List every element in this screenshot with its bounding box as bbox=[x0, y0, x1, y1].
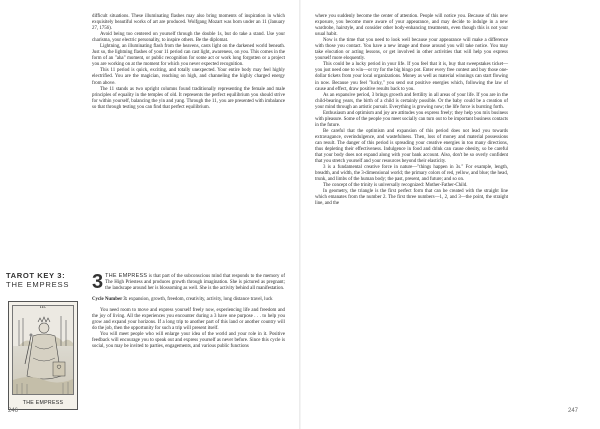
paragraph: This 11 period is quick, exciting, and totally unexpected. Your entire body may feel highly electrified. You are the magician, reaching on high, and channeling the highly charged energy from above. bbox=[92, 68, 285, 86]
paragraph: Enthusiasm and optimism and joy are attitudes you express freely; they help you mix business with pleasure. Some of the people you meet socially can turn out to be important business contacts in the future. bbox=[315, 110, 508, 128]
dropcap: 3 bbox=[92, 271, 104, 293]
paragraph: Be careful that the optimism and expansion of this period does not lead you towards extravagance, overindulgence, and wastefulness. Then, loss of money and material possessions can result. The danger of this period is spreading your creative energies in too many directions, thus depleting their effectiveness. Indulgence in food and drink can cause obesity, so be careful that your body does not expand along with your bank account. Also, don't be so overly confident that you stretch yourself and your resources beyond their elasticity. bbox=[315, 128, 508, 165]
cycle-line bbox=[92, 297, 285, 303]
card-title: THE EMPRESS bbox=[22, 400, 64, 406]
paragraph: The concept of the trinity is universally recognized: Mother-Father-Child. bbox=[323, 183, 468, 189]
paragraph: You will meet people who will enlarge your idea of the world and your role in it. Positive feedback will encourage you to speak out and express yourself as never before. Since this cycle is social, you may be invited to parties, engagements, and various public functions bbox=[92, 332, 285, 350]
paragraph: Now is the time that you need to look well because your appearance will make a difference with those you contact. You have a new image and those around you will take notice. You may take elocution or acting lessons, or get involved in other activities that will help you express yourself more eloquently. bbox=[315, 38, 508, 62]
right-page-text bbox=[315, 14, 508, 208]
paragraph: where you suddenly become the center of attention. People will notice you. Because of this new exposure, you become more aware of your appearance, and may decide to indulge in a new wardrobe, hairstyle, and consider other body-enhancing treatments, even though this is not your usual habit. bbox=[315, 14, 508, 38]
page-number-right: 247 bbox=[568, 408, 579, 414]
gutter bbox=[299, 0, 301, 429]
cycle-text: expansion, growth, freedom, creativity, activity, long distance travel, luck bbox=[127, 297, 273, 303]
card-numeral: III. bbox=[39, 305, 47, 310]
left-page-empress-text bbox=[92, 273, 285, 351]
tarot-key-label: TAROT KEY 3: bbox=[6, 271, 66, 280]
intro-text: is that part of the subconscious mind that responds to the memory of The High Priestess and produces growth through imagination. She is pictured as pregnant; the landscape around her is blossoming as well. She is the activity behind all manifestation. bbox=[105, 274, 285, 292]
paragraph: This could be a lucky period in your life. If you feel that it is, buy that sweepstakes ticket—you just need one to win—or try for the big bingo pot. Enter every free contest and buy those one-dollar tickets from your local organizations. Money as well as material winnings can start flowing in now. Because you feel "lucky," you send out positive energies which, following the law of cause and effect, draw positive results back to you. bbox=[315, 62, 508, 92]
lead-in: THE EMPRESS bbox=[105, 273, 148, 279]
cycle-label: Cycle Number 3: bbox=[92, 297, 128, 303]
tarot-card-illustration bbox=[8, 301, 78, 410]
paragraph: difficult situations. These illuminating flashes may also bring moments of inspiration in which exquisitely beautiful works of art are produced. Wolfgang Mozart was born under an 11 (January 27, 1756). bbox=[92, 14, 285, 32]
paragraph: As an expansive period, 3 brings growth and fertility in all areas of your life. If you are in the child-bearing years, the birth of a child is certainly possible. Or the baby could be a creation of your mind through an artistic pursuit. Everything is growing now; the life force is bursting forth. bbox=[315, 92, 508, 110]
paragraph: 3 is a fundamental creative force in nature—"things happen in 3s." For example, length, breadth, and width, the 3-dimensional world; the primary colors of red, yellow, and blue; the head, trunk, and limbs of the human body; the past, present, and future; and so on. bbox=[315, 165, 508, 183]
page-number-left: 246 bbox=[8, 408, 19, 414]
paragraph: The 11 stands as two upright columns found traditionally representing the female and male principles of equality in the temples of old. It represents the perfect equilibrium you should strive for within yourself, balancing the yin and yang. Through the 11, you are presented with imbalance so that through testing you can find that perfect equilibrium. bbox=[92, 86, 285, 110]
tarot-key-heading bbox=[6, 271, 84, 289]
tarot-key-name: THE EMPRESS bbox=[6, 280, 70, 289]
left-page-top-text bbox=[92, 14, 285, 111]
empress-intro bbox=[92, 273, 285, 292]
card-artwork bbox=[12, 305, 74, 395]
empress-figure-icon bbox=[13, 306, 74, 395]
paragraph: Avoid being too centered on yourself through the double 1s, but do take a stand. Use your charisma, your electric personality, to inspire others. Be the diplomat. bbox=[92, 32, 285, 44]
paragraph: In geometry, the triangle is the first perfect form that can be created with the straight line which emanates from the number 2. The first three numbers—1, 2, and 3—the point, the straight line, and the bbox=[315, 189, 508, 207]
paragraph: Lightning, an illuminating flash from the heavens, casts light on the darkened world beneath. Just so, the lightning flashes of your 11 period can cast light, awareness, on you. This comes in the form of an "aha" moment, or public recognition for some act or work long forgotten or a project you are working on at the moment for which you never expected recognition. bbox=[92, 44, 285, 68]
paragraph: You need room to move and express yourself freely now, experiencing life and freedom and the joy of living. All the experiences you encounter during a 3 have one purpose . . . to help you grow and expand your horizons. If a long trip to another part of this land or another country will do the job, then the opportunity for such a trip will present itself. bbox=[92, 308, 285, 332]
